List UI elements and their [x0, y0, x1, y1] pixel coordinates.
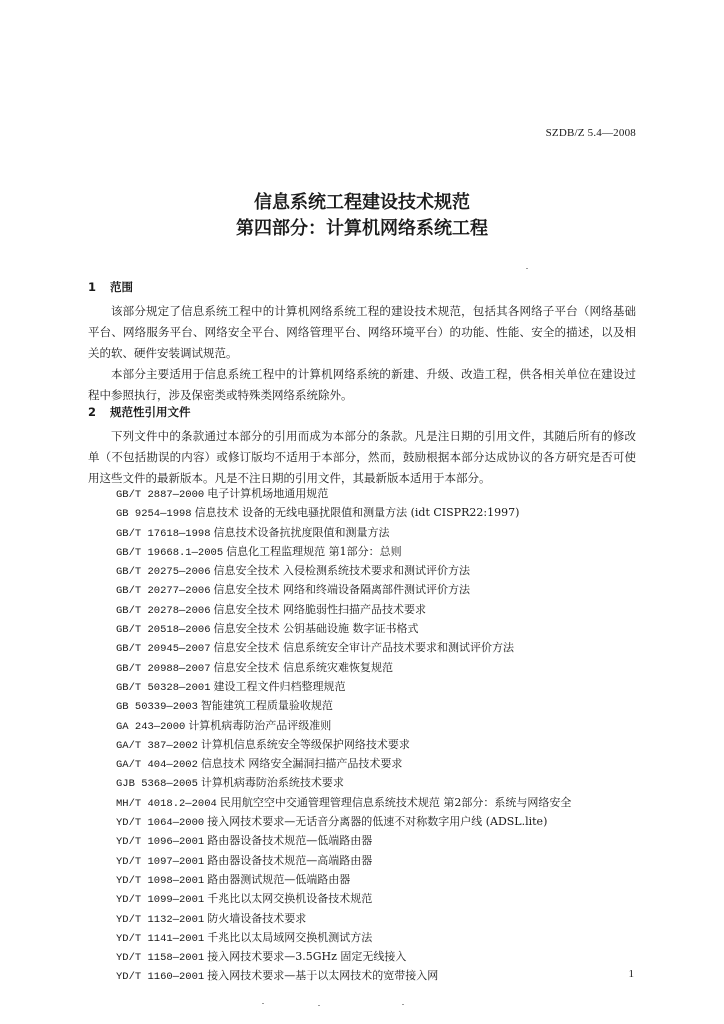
- reference-code: YD/T 1158—2001: [116, 952, 205, 965]
- section-1-title: 范围: [110, 280, 133, 294]
- reference-title: 信息安全技术 入侵检测系统技术要求和测试评价方法: [213, 564, 471, 578]
- scan-speck: [402, 1004, 404, 1005]
- reference-code: GA/T 404—2002: [116, 759, 198, 772]
- reference-code: YD/T 1098—2001: [116, 874, 205, 887]
- reference-item: [116, 503, 646, 522]
- reference-code: YD/T 1096—2001: [116, 836, 205, 849]
- reference-title: 信息技术 设备的无线电骚扰限值和测量方法 (idt CISPR22:1997): [194, 506, 520, 520]
- reference-item: [116, 812, 646, 831]
- reference-item: [116, 754, 646, 773]
- section-1-paragraph-1: 该部分规定了信息系统工程中的计算机网络系统工程的建设技术规范，包括其各网络子平台（网络基础平台、网络服务平台、网络安全平台、网络管理平台、网络环境平台）的功能、性能、安全的描述，以及相关的软、硬件安装调试规范。: [88, 304, 636, 360]
- reference-title: 民用航空空中交通管理管理信息系统技术规范 第2部分：系统与网络安全: [219, 795, 572, 809]
- reference-item: [116, 851, 646, 870]
- reference-item: [116, 928, 646, 947]
- reference-code: GB/T 2887—2000: [116, 489, 205, 501]
- reference-item: [116, 793, 646, 812]
- reference-code: GB/T 19668.1—2005: [116, 546, 224, 559]
- reference-title: 信息安全技术 信息系统安全审计产品技术要求和测试评价方法: [213, 641, 515, 655]
- reference-item: [116, 677, 646, 696]
- reference-code: YD/T 1097—2001: [116, 855, 205, 868]
- reference-item: [116, 542, 646, 561]
- reference-item: [116, 658, 646, 677]
- section-2-paragraph: 下列文件中的条款通过本部分的引用而成为本部分的条款。凡是注日期的引用文件，其随后所有的修改单（不包括勘误的内容）或修订版均不适用于本部分，然而，鼓励根据本部分达成协议的各方研究是否可使用这些文件的最新版本。凡是不注日期的引用文件，其最新版本适用于本部分。: [88, 429, 636, 485]
- reference-code: GB/T 20518—2006: [116, 624, 211, 637]
- section-2-heading: [88, 404, 191, 420]
- section-1-number: 1: [88, 280, 97, 294]
- scan-speck: [318, 1005, 320, 1006]
- reference-item: [116, 735, 646, 754]
- standard-code: SZDB/Z 5.4—2008: [545, 127, 636, 139]
- reference-item: [116, 889, 646, 908]
- reference-code: GB 50339—2003: [116, 701, 198, 714]
- reference-title: 路由器设备技术规范—高端路由器: [207, 853, 373, 867]
- title-line-1: 信息系统工程建设技术规范: [254, 192, 470, 213]
- section-2-number: 2: [88, 405, 97, 419]
- reference-item: [116, 966, 646, 985]
- reference-title: 信息技术设备抗扰度限值和测量方法: [213, 525, 390, 539]
- page-number: 1: [628, 968, 634, 980]
- reference-title: 信息技术 网络安全漏洞扫描产品技术要求: [200, 757, 403, 771]
- reference-item: [116, 484, 646, 503]
- reference-code: GB 9254—1998: [116, 508, 192, 521]
- scan-speck: [526, 268, 528, 269]
- reference-item: [116, 773, 646, 792]
- reference-title: 接入网技术要求—3.5GHz 固定无线接入: [207, 950, 407, 964]
- document-title: [0, 190, 724, 242]
- reference-title: 千兆比以太局域网交换机测试方法: [207, 930, 373, 944]
- reference-item: [116, 638, 646, 657]
- reference-code: GB/T 20275—2006: [116, 566, 211, 579]
- reference-title: 计算机信息系统安全等级保护网络技术要求: [200, 737, 410, 751]
- reference-title: 千兆比以太网交换机设备技术规范: [207, 892, 373, 906]
- reference-item: [116, 523, 646, 542]
- reference-title: 路由器测试规范—低端路由器: [207, 872, 351, 886]
- reference-title: 信息化工程监理规范 第1部分：总则: [226, 544, 402, 558]
- reference-title: 防火墙设备技术要求: [207, 911, 307, 925]
- reference-code: YD/T 1099—2001: [116, 894, 205, 907]
- reference-title: 信息安全技术 网络脆弱性扫描产品技术要求: [213, 602, 427, 616]
- reference-title: 路由器设备技术规范—低端路由器: [207, 834, 373, 848]
- reference-title: 计算机病毒防治系统技术要求: [200, 776, 344, 790]
- reference-item: [116, 580, 646, 599]
- reference-code: GJB 5368—2005: [116, 778, 198, 791]
- reference-code: GA 243—2000: [116, 720, 186, 733]
- reference-title: 信息安全技术 公钥基础设施 数字证书格式: [213, 622, 419, 636]
- reference-code: MH/T 4018.2—2004: [116, 797, 217, 810]
- reference-item: [116, 600, 646, 619]
- reference-code: GB/T 20277—2006: [116, 585, 211, 598]
- reference-code: YD/T 1132—2001: [116, 913, 205, 926]
- scan-speck: [262, 1003, 264, 1004]
- reference-code: GB/T 50328—2001: [116, 681, 211, 694]
- title-line-2: 第四部分：计算机网络系统工程: [236, 218, 488, 239]
- reference-title: 接入网技术要求—无话音分离器的低速不对称数字用户线 (ADSL.lite): [207, 815, 548, 829]
- reference-item: [116, 909, 646, 928]
- reference-code: YD/T 1141—2001: [116, 932, 205, 945]
- section-1-paragraph-2: 本部分主要适用于信息系统工程中的计算机网络系统的新建、升级、改造工程，供各相关单位在建设过程中参照执行，涉及保密类或特殊类网络系统除外。: [88, 367, 636, 402]
- reference-item: [116, 831, 646, 850]
- reference-title: 电子计算机场地通用规范: [207, 487, 329, 500]
- reference-item: [116, 947, 646, 966]
- reference-code: GB/T 17618—1998: [116, 527, 211, 540]
- reference-code: GB/T 20945—2007: [116, 643, 211, 656]
- reference-item: [116, 561, 646, 580]
- reference-list: [116, 484, 646, 986]
- reference-item: [116, 870, 646, 889]
- reference-title: 信息安全技术 网络和终端设备隔离部件测试评价方法: [213, 583, 471, 597]
- reference-item: [116, 716, 646, 735]
- reference-title: 智能建筑工程质量验收规范: [200, 699, 333, 713]
- reference-title: 计算机病毒防治产品评级准则: [188, 718, 332, 732]
- reference-code: YD/T 1160—2001: [116, 971, 205, 984]
- reference-title: 建设工程文件归档整理规范: [213, 679, 346, 693]
- section-2-title: 规范性引用文件: [110, 405, 191, 419]
- reference-title: 接入网技术要求—基于以太网技术的宽带接入网: [207, 969, 439, 983]
- reference-item: [116, 696, 646, 715]
- reference-title: 信息安全技术 信息系统灾难恢复规范: [213, 660, 394, 674]
- reference-code: GB/T 20278—2006: [116, 604, 211, 617]
- reference-code: GB/T 20988—2007: [116, 662, 211, 675]
- reference-item: [116, 619, 646, 638]
- reference-code: YD/T 1064—2000: [116, 817, 205, 830]
- section-1-heading: [88, 279, 133, 295]
- reference-code: GA/T 387—2002: [116, 739, 198, 752]
